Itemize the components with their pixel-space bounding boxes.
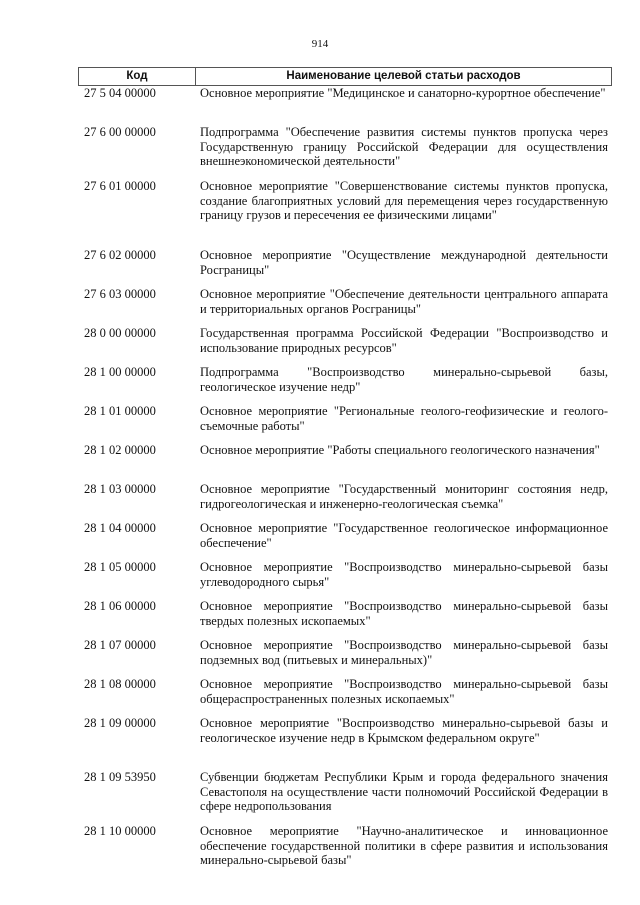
table-row	[78, 482, 612, 521]
row-code: 28 1 02 00000	[84, 443, 156, 457]
table-row	[78, 287, 612, 326]
table-row	[78, 824, 612, 878]
row-code: 27 6 01 00000	[84, 179, 156, 193]
table-row	[78, 599, 612, 638]
row-name: Подпрограмма "Воспроизводство минерально-сырьевой базы, геологическое изучение недр"	[200, 365, 608, 394]
table-row	[78, 86, 612, 125]
row-code: 28 1 09 00000	[84, 716, 156, 730]
row-name: Основное мероприятие "Воспроизводство минерально-сырьевой базы подземных вод (питьевых и минеральных)"	[200, 638, 608, 667]
header-name: Наименование целевой статьи расходов	[286, 70, 521, 82]
table-row	[78, 677, 612, 716]
row-name: Субвенции бюджетам Республики Крым и города федерального значения Севастополя на осуществление части полномочий Российской Федерации в сфере недропользования	[200, 770, 608, 813]
table-row	[78, 716, 612, 770]
row-code: 28 1 08 00000	[84, 677, 156, 691]
row-name: Подпрограмма "Обеспечение развития системы пунктов пропуска через Государственную границу Российской Федерации для осуществления внешнеэкономической деятельности"	[200, 125, 608, 168]
table-row	[78, 365, 612, 404]
table-row	[78, 326, 612, 365]
row-name: Основное мероприятие "Осуществление международной деятельности Росграницы"	[200, 248, 608, 277]
row-name: Основное мероприятие "Работы специального геологического назначения"	[200, 443, 600, 457]
table-row	[78, 560, 612, 599]
row-code: 28 1 07 00000	[84, 638, 156, 652]
table-row	[78, 770, 612, 824]
row-name: Основное мероприятие "Воспроизводство минерально-сырьевой базы твердых полезных ископаемых"	[200, 599, 608, 628]
row-code: 28 1 05 00000	[84, 560, 156, 574]
row-code: 28 1 00 00000	[84, 365, 156, 379]
table-row	[78, 521, 612, 560]
row-code: 27 6 02 00000	[84, 248, 156, 262]
table-row	[78, 125, 612, 179]
table-row	[78, 248, 612, 287]
row-name: Основное мероприятие "Воспроизводство минерально-сырьевой базы углеводородного сырья"	[200, 560, 608, 589]
budget-items-table	[78, 67, 612, 878]
table-header	[78, 67, 612, 86]
row-code: 27 6 00 00000	[84, 125, 156, 139]
row-name: Основное мероприятие "Обеспечение деятельности центрального аппарата и территориальных органов Росграницы"	[200, 287, 608, 316]
row-code: 28 1 10 00000	[84, 824, 156, 838]
row-name: Основное мероприятие "Региональные геолого-геофизические и геолого-съемочные работы"	[200, 404, 608, 433]
row-name: Основное мероприятие "Государственное геологическое информационное обеспечение"	[200, 521, 608, 550]
row-name: Основное мероприятие "Медицинское и санаторно-курортное обеспечение"	[200, 86, 606, 100]
row-name: Основное мероприятие "Научно-аналитическое и инновационное обеспечение государственной политики в сфере развития и использования минерально-сырьевой базы"	[200, 824, 608, 867]
page-number: 914	[311, 38, 329, 50]
row-code: 28 1 01 00000	[84, 404, 156, 418]
table-row	[78, 179, 612, 248]
row-code: 28 1 09 53950	[84, 770, 156, 784]
row-code: 28 0 00 00000	[84, 326, 156, 340]
row-code: 27 5 04 00000	[84, 86, 156, 100]
table-row	[78, 404, 612, 443]
row-code: 28 1 04 00000	[84, 521, 156, 535]
row-name: Основное мероприятие "Государственный мониторинг состояния недр, гидрогеологическая и инженерно-геологическая съемка"	[200, 482, 608, 511]
row-name: Государственная программа Российской Федерации "Воспроизводство и использование природных ресурсов"	[200, 326, 608, 355]
table-row	[78, 443, 612, 482]
row-code: 28 1 06 00000	[84, 599, 156, 613]
header-code: Код	[79, 68, 196, 85]
row-name: Основное мероприятие "Воспроизводство минерально-сырьевой базы и геологическое изучение недр в Крымском федеральном округе"	[200, 716, 608, 745]
row-code: 28 1 03 00000	[84, 482, 156, 496]
row-code: 27 6 03 00000	[84, 287, 156, 301]
table-row	[78, 638, 612, 677]
row-name: Основное мероприятие "Воспроизводство минерально-сырьевой базы общераспространенных полезных ископаемых"	[200, 677, 608, 706]
row-name: Основное мероприятие "Совершенствование системы пунктов пропуска, создание благоприятных условий для перемещения через государственную границу грузов и пересечения ее физическими лицами"	[200, 179, 608, 222]
